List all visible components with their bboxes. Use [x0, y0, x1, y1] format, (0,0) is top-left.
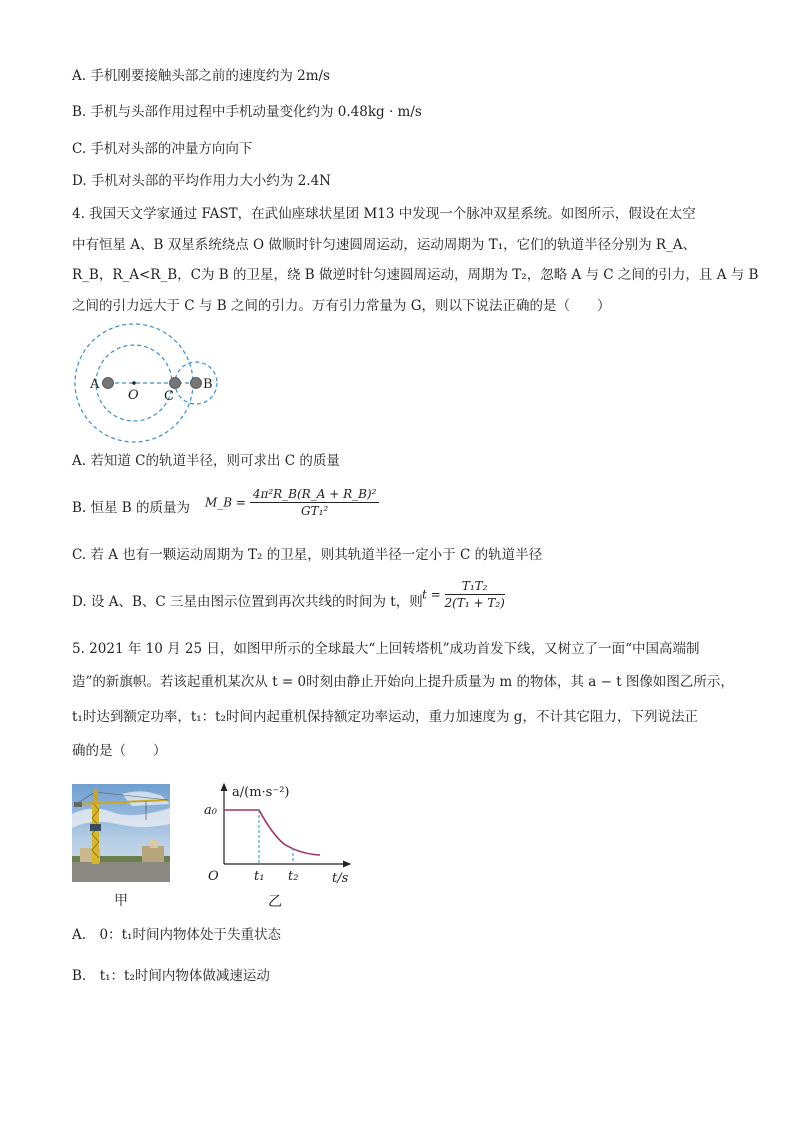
q3-option-b: B. 手机与头部作用过程中手机动量变化约为 0.48kg · m/s: [72, 104, 422, 120]
q3-option-d: D. 手机对头部的平均作用力大小约为 2.4N: [72, 173, 331, 189]
graph-caption: 乙: [268, 894, 282, 910]
q4-stem-line-2: 中有恒星 A、B 双星系统绕点 O 做顺时针匀速圆周运动，运动周期为 T₁，它们的轨道半径分别为 R_A、: [72, 237, 697, 253]
y-tick-a0: a₀: [204, 803, 217, 818]
q5-stem-line-1: 5. 2021 年 10 月 25 日，如图甲所示的全球最大“上回转塔机”成功首发下线，又树立了一面“中国高端制: [72, 641, 700, 657]
q5-option-a: A. 0：t₁时间内物体处于失重状态: [72, 927, 281, 943]
formula-d-fraction: [445, 579, 505, 610]
y-axis-label: a/(m·s⁻²): [232, 785, 290, 800]
star-b: [191, 378, 202, 389]
formula-b-numerator: 4π²R_B(R_A + R_B)²: [250, 487, 380, 503]
x-axis-label: t/s: [332, 871, 349, 886]
formula-b-fraction: [250, 487, 380, 518]
formula-d-denominator: 2(T₁ + T₂): [444, 596, 505, 610]
satellite-c: [170, 378, 181, 389]
q4-option-b-formula: [205, 487, 379, 518]
q3-option-a: A. 手机刚要接触头部之前的速度约为 2m/s: [72, 68, 330, 84]
star-a: [103, 378, 114, 389]
q4-option-d-prefix: D. 设 A、B、C 三星由图示位置到再次共线的时间为 t，则: [72, 594, 423, 610]
formula-d-lhs: t =: [422, 587, 441, 602]
label-a: A: [90, 377, 100, 392]
q5-stem-line-2: 造”的新旗帜。若该起重机某次从 t = 0时刻由静止开始向上提升质量为 m 的物体，其 a − t 图像如图乙所示，: [72, 674, 734, 690]
tower-crane-photo: [72, 784, 170, 882]
q4-stem-line-4: 之间的引力远大于 C 与 B 之间的引力。万有引力常量为 G，则以下说法正确的是（ ）: [72, 298, 611, 314]
q4-stem-line-1: 4. 我国天文学家通过 FAST，在武仙座球状星团 M13 中发现一个脉冲双星系统。如图所示，假设在太空: [72, 206, 696, 222]
x-tick-t1: t₁: [254, 869, 265, 884]
photo-caption: 甲: [114, 893, 128, 909]
center-o: [132, 381, 136, 385]
origin-label: O: [208, 869, 219, 884]
label-c: C: [164, 389, 174, 404]
formula-b-denominator: GT₁²: [301, 504, 329, 518]
q5-option-b: B. t₁：t₂时间内物体做减速运动: [72, 968, 270, 984]
q4-option-d-formula: [422, 579, 505, 610]
q5-stem-line-3: t₁时达到额定功率，t₁：t₂时间内起重机保持额定功率运动，重力加速度为 g，不计其它阻力，下列说法正: [72, 709, 698, 725]
q5-stem-line-4: 确的是（ ）: [72, 743, 167, 759]
acceleration-time-graph: [200, 776, 360, 912]
q4-stem-line-3: R_B，R_A<R_B，C为 B 的卫星，绕 B 做逆时针匀速圆周运动，周期为 T₂，忽略 A 与 C 之间的引力，且 A 与 B: [72, 267, 759, 283]
formula-b-lhs: M_B =: [205, 495, 246, 510]
x-tick-t2: t₂: [288, 869, 299, 884]
q4-option-a: A. 若知道 C的轨道半径，则可求出 C 的质量: [72, 453, 340, 469]
binary-star-diagram: [72, 322, 224, 446]
q3-option-c: C. 手机对头部的冲量方向向下: [72, 141, 253, 157]
q4-option-b-prefix: B. 恒星 B 的质量为: [72, 500, 191, 516]
q4-option-c: C. 若 A 也有一颗运动周期为 T₂ 的卫星，则其轨道半径一定小于 C 的轨道半径: [72, 547, 543, 563]
label-o: O: [128, 388, 139, 403]
label-b: B: [203, 377, 213, 392]
formula-d-numerator: T₁T₂: [445, 579, 505, 595]
a-t-curve: [224, 810, 320, 855]
